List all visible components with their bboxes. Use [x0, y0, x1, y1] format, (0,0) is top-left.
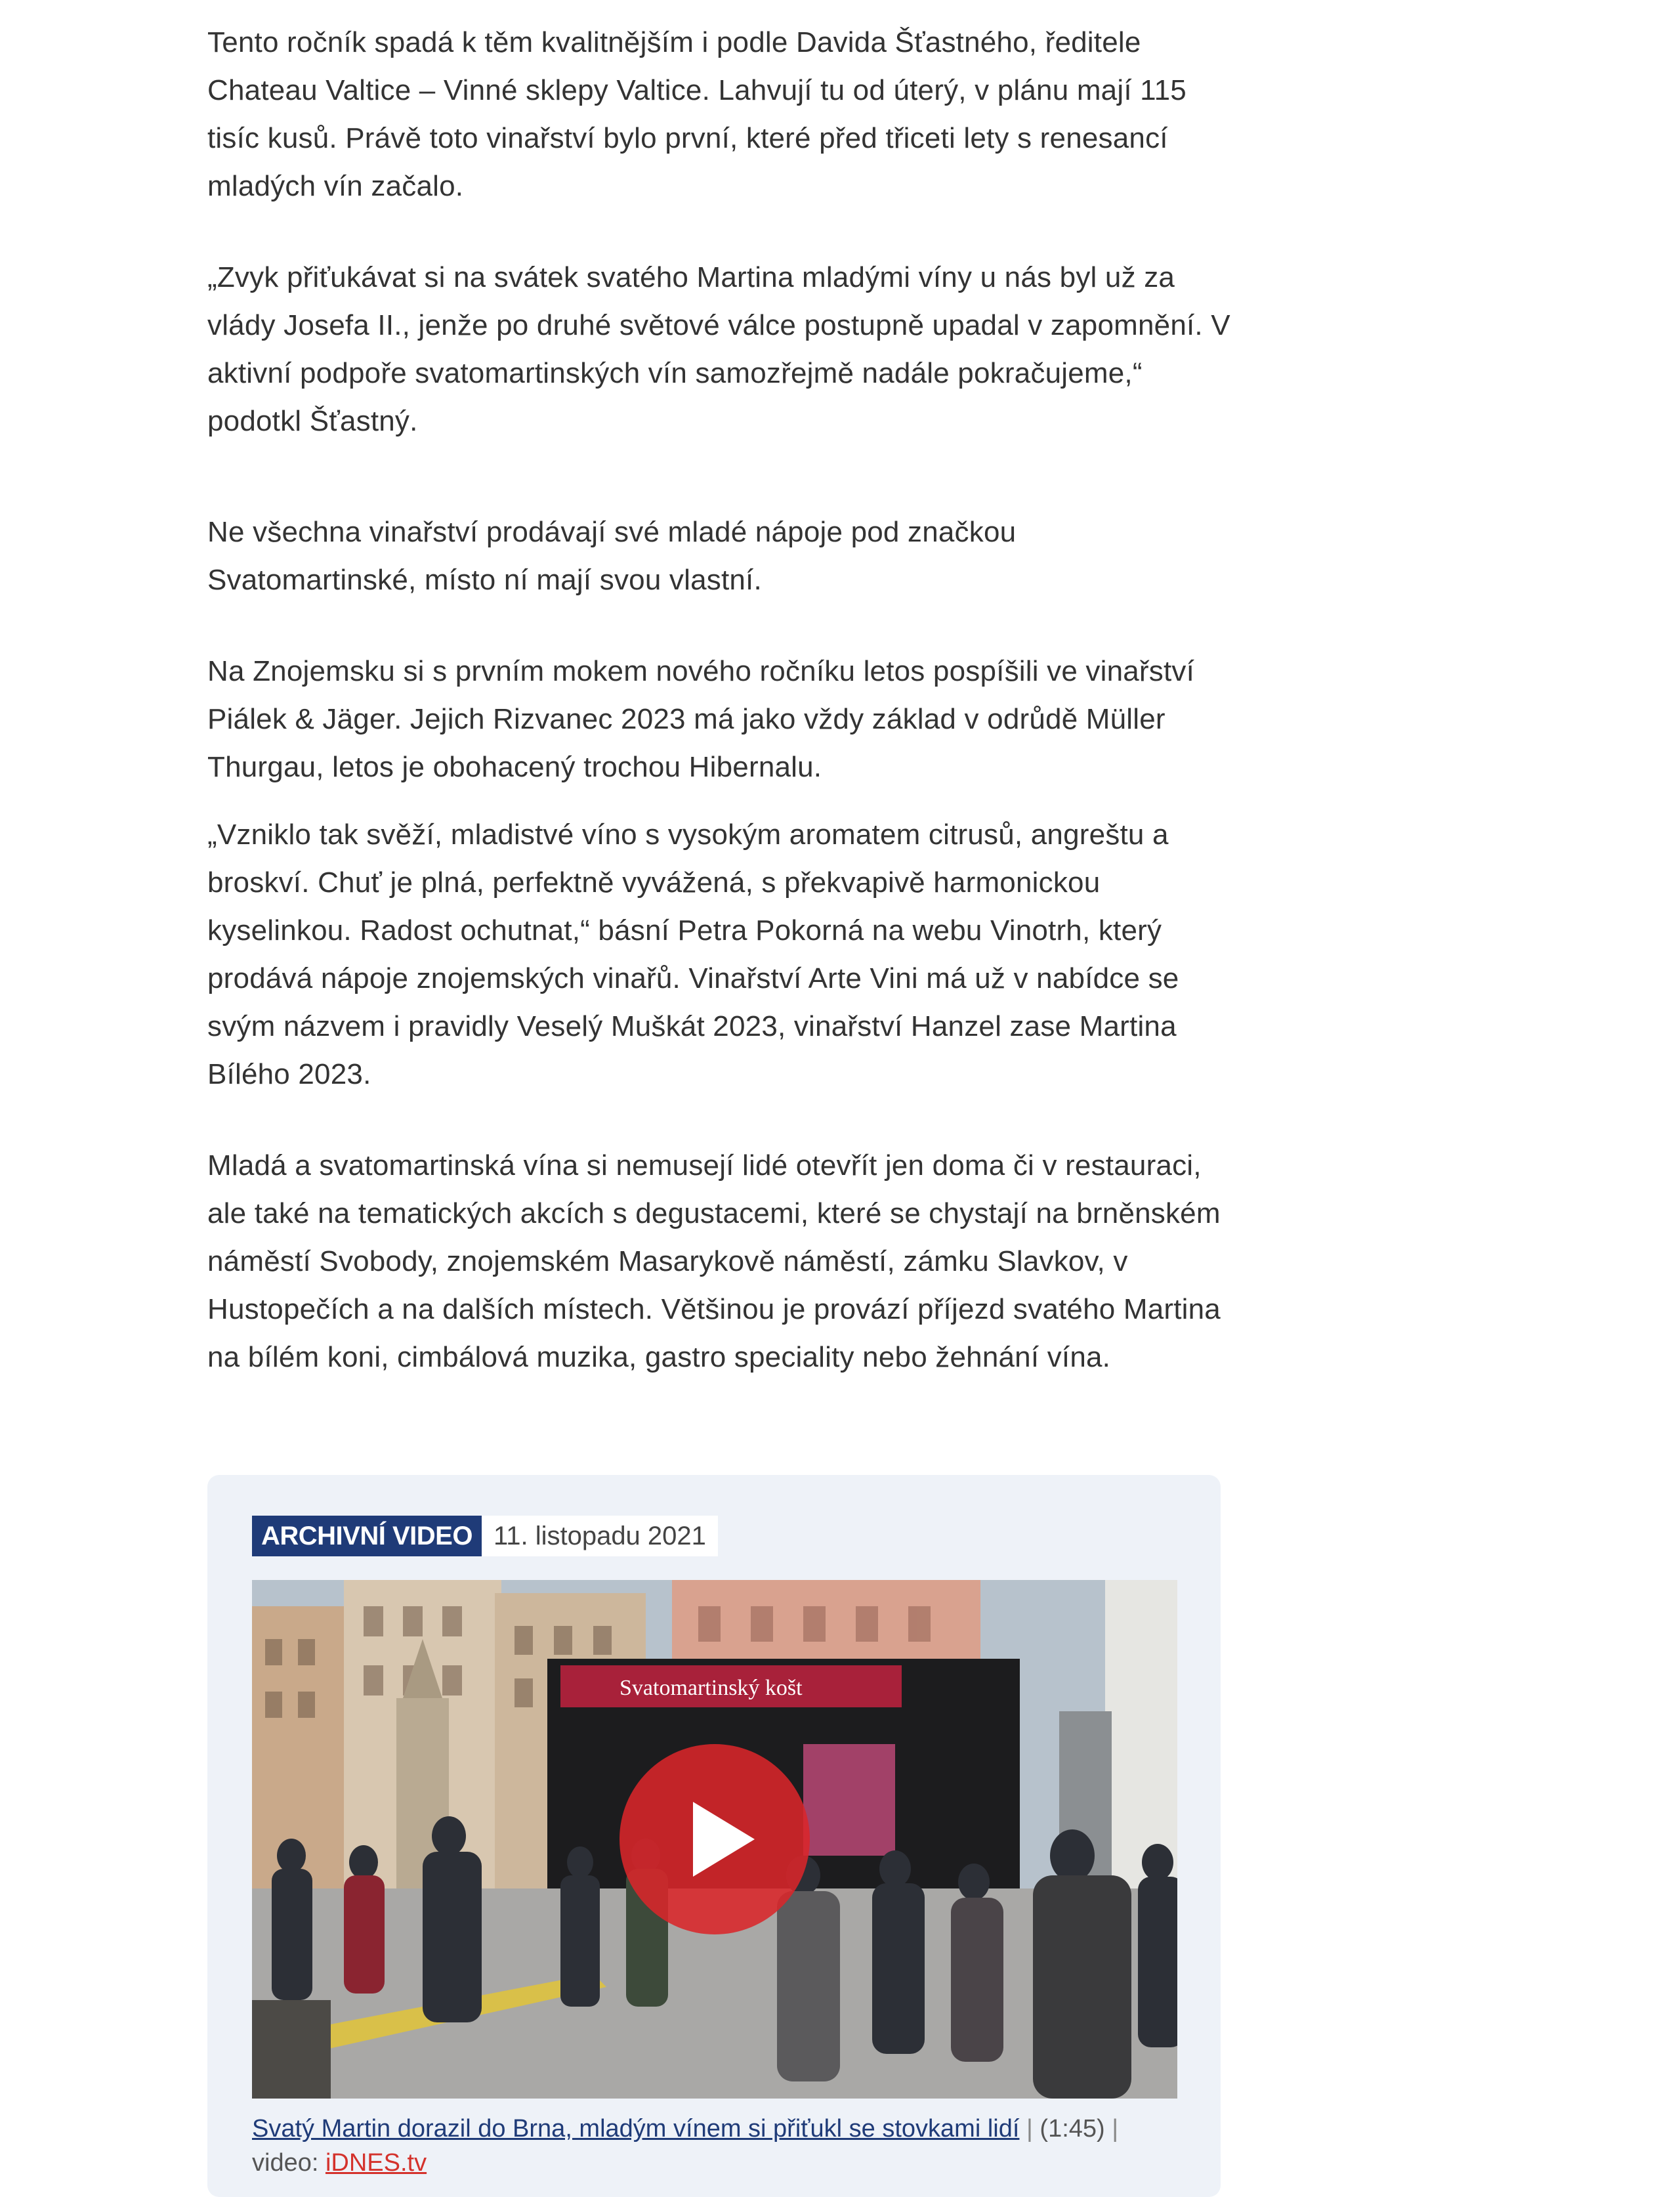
article-quote: „Vzniklo tak svěží, mladistvé víno s vysokým aromatem citrusů, angreštu a broskví. Chuť je plná, perfektně vyvážená, s překvapivě harmonickou kyselinkou. Radost ochutnat,“ básní Petra Pokorná na webu Vinotrh, který prodává nápoje znojemských vinařů. Vinařství Arte Vini má už v nabídce se svým názvem i pravidly Veselý Muškát 2023, vinařství Hanzel zase Martina Bílého 2023. [207, 819, 1179, 1090]
video-player[interactable] [252, 1580, 1177, 2099]
play-icon[interactable] [620, 1744, 810, 1934]
article-paragraph: Mladá a svatomartinská vína si nemusejí lidé otevřít jen doma či v restauraci, ale také na tematických akcích s degustacemi, které se chystají na brněnském náměstí Svobody, znojemském Masarykově náměstí, zámku Slavkov, v Hustopečích a na dalších místech. Většinou je provází příjezd svatého Martina na bílém koni, cimbálová muzika, gastro speciality nebo žehnání vína. [207, 1149, 1221, 1373]
video-source-link[interactable]: iDNES.tv [325, 2149, 427, 2177]
article-paragraph: Ne všechna vinařství prodávají své mladé nápoje pod značkou Svatomartinské, místo ní mají svou vlastní. [207, 516, 1017, 596]
video-title-link[interactable]: Svatý Martin dorazil do Brna, mladým vínem si přiťukl se stovkami lidí [252, 2115, 1020, 2143]
stage-banner: Svatomartinský košt [620, 1676, 803, 1700]
article-paragraph: Na Znojemsku si s prvním mokem nového ročníku letos pospíšili ve vinařství Piálek & Jäger. Jejich Rizvanec 2023 má jako vždy základ v odrůdě Müller Thurgau, letos je obohacený trochou Hibernalu. [207, 655, 1195, 783]
caption-separator: | [1019, 2115, 1040, 2143]
video-duration: (1:45) [1040, 2115, 1105, 2143]
caption-separator: | [1104, 2115, 1119, 2143]
archive-video-box [207, 1475, 1221, 2197]
article-paragraph: Tento ročník spadá k těm kvalitnějším i podle Davida Šťastného, ředitele Chateau Valtice – Vinné sklepy Valtice. Lahvují tu od úterý, v plánu mají 115 tisíc kusů. Právě toto vinařství bylo první, které před třiceti lety s renesancí mladých vín začalo. [207, 26, 1186, 202]
video-header [252, 1516, 718, 1556]
video-caption [252, 2112, 1171, 2180]
video-source-label: video: [252, 2149, 326, 2177]
video-date: 11. listopadu 2021 [482, 1516, 718, 1556]
archive-video-badge: ARCHIVNÍ VIDEO [252, 1516, 482, 1556]
article-quote: „Zvyk přiťukávat si na svátek svatého Martina mladými víny u nás byl už za vlády Josefa II., jenže po druhé světové válce postupně upadal v zapomnění. V aktivní podpoře svatomartinských vín samozřejmě nadále pokračujeme,“ podotkl Šťastný. [207, 261, 1230, 437]
article-body [207, 18, 1231, 1381]
